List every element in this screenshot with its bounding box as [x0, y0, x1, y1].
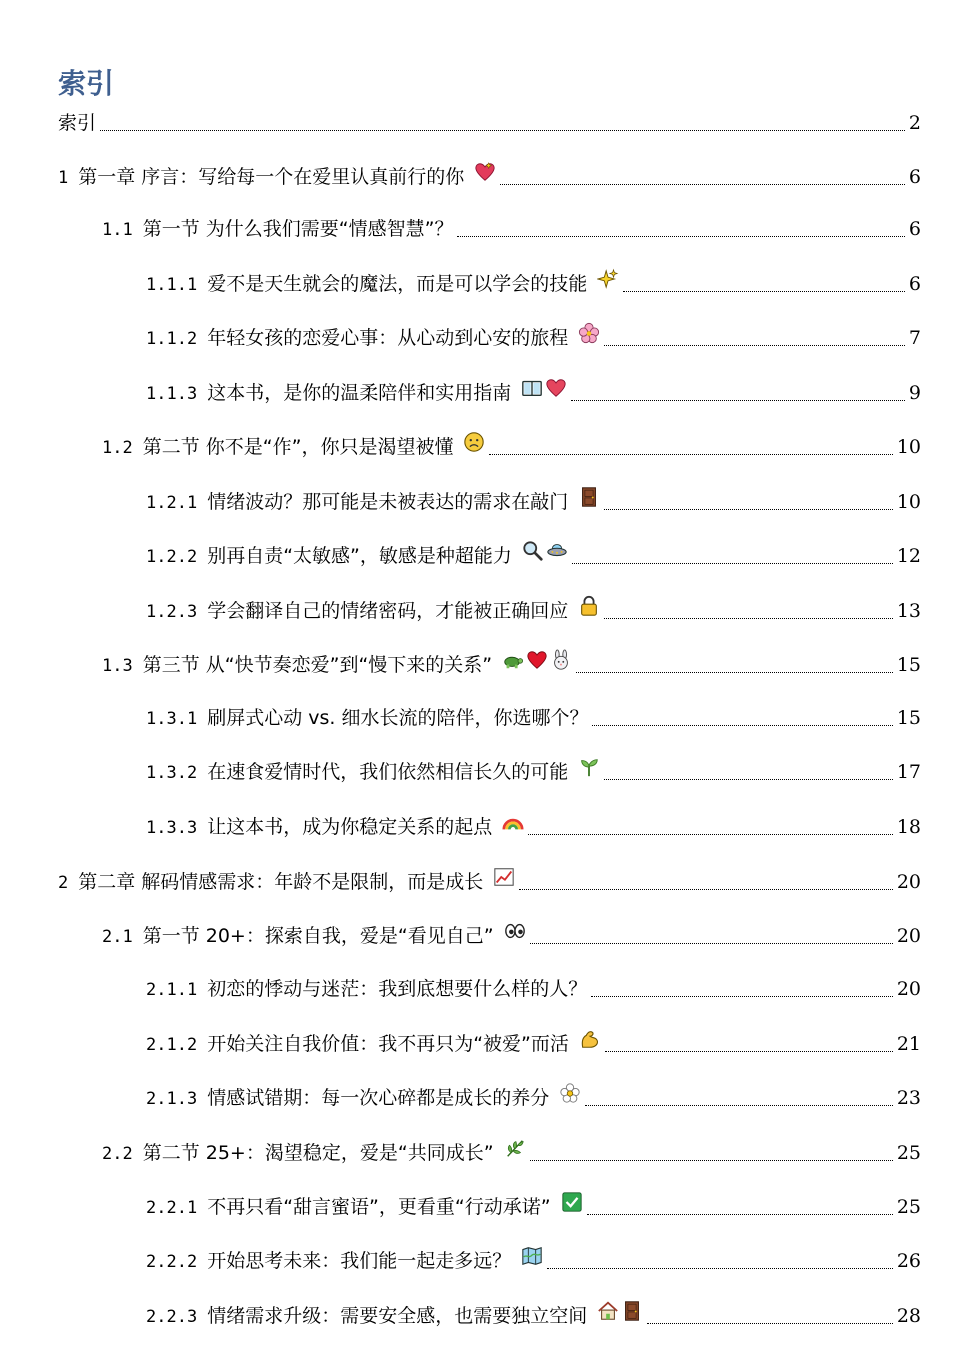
dot-leader — [100, 130, 905, 131]
page-number: 20 — [896, 871, 921, 893]
toc-entry-number: 2.2.3 — [146, 1307, 198, 1327]
emoji-group — [504, 920, 526, 942]
toc-entry-title: 开始思考未来：我们能一起走多远？ — [207, 1250, 512, 1272]
dot-leader — [604, 509, 893, 510]
toc-entry[interactable] — [146, 1246, 921, 1276]
magnifier-icon — [522, 540, 544, 562]
rabbit-icon — [550, 649, 572, 671]
dot-leader — [591, 996, 893, 997]
emoji-group — [493, 866, 515, 888]
dot-leader — [604, 345, 905, 346]
heart-icon — [545, 377, 567, 399]
dot-leader — [605, 1051, 893, 1052]
toc-entry-number: 1.3.3 — [146, 818, 198, 838]
sparkling-heart-icon — [474, 161, 496, 183]
toc-entry-title: 第一节 为什么我们需要“情感智慧”？ — [142, 217, 454, 240]
toc-entry-title: 让这本书，成为你稳定关系的起点 — [207, 816, 493, 838]
toc-entry-title: 索引 — [58, 112, 97, 134]
toc-entry-number: 2.1 — [102, 927, 133, 947]
page-number: 10 — [896, 436, 921, 458]
toc-entry[interactable] — [102, 650, 921, 680]
toc-entry-title: 这本书，是你的温柔陪伴和实用指南 — [207, 382, 512, 404]
page-number: 28 — [896, 1305, 921, 1327]
emoji-group — [578, 595, 600, 617]
toc-entry-number: 1.1.2 — [146, 329, 198, 349]
toc-entry-title: 别再自责“太敏感”，敏感是种超能力 — [207, 545, 512, 567]
page-number: 26 — [896, 1250, 921, 1272]
check-mark-icon — [561, 1191, 583, 1213]
eyes-icon — [504, 920, 526, 942]
toc-entry[interactable] — [146, 596, 921, 626]
sad-face-icon — [463, 431, 485, 453]
emoji-group — [578, 756, 600, 778]
toc-entry-number: 1.2.1 — [146, 493, 198, 513]
page-number: 23 — [896, 1087, 921, 1109]
toc-entry-title: 学会翻译自己的情绪密码，才能被正确回应 — [207, 600, 569, 622]
page-number: 15 — [896, 707, 921, 729]
toc-entry-label — [146, 1082, 581, 1114]
rainbow-icon — [502, 811, 524, 833]
toc-entry[interactable] — [146, 1083, 921, 1113]
dot-leader — [571, 400, 905, 401]
dot-leader — [587, 1214, 893, 1215]
toc-entry-number: 1.1 — [102, 219, 133, 240]
toc-entry-number: 1.3.2 — [146, 763, 198, 783]
toc-entry-title: 情绪需求升级：需要安全感，也需要独立空间 — [207, 1305, 588, 1327]
dot-leader — [530, 1160, 893, 1161]
toc-entry-number: 2.1.2 — [146, 1035, 198, 1055]
page-number: 13 — [896, 600, 921, 622]
toc-entry-number: 2.2 — [102, 1144, 133, 1164]
toc-entry-label — [102, 431, 485, 463]
toc-entry-title: 在速食爱情时代，我们依然相信长久的可能 — [207, 761, 569, 783]
toc-entry-title: 第二节 25+：渴望稳定，爱是“共同成长” — [142, 1142, 494, 1164]
toc-entry-label — [146, 268, 619, 300]
house-icon — [597, 1300, 619, 1322]
toc-entry[interactable] — [146, 1301, 921, 1331]
toc-entry-title: 情感试错期：每一次心碎都是成长的养分 — [207, 1087, 550, 1109]
toc-entry[interactable] — [146, 541, 921, 571]
toc-entry[interactable] — [146, 378, 921, 408]
toc-entry-number: 1.1.1 — [146, 275, 198, 295]
toc-entry[interactable] — [146, 487, 921, 517]
toc-entry[interactable] — [102, 1138, 921, 1168]
map-icon — [521, 1245, 543, 1267]
toc-entry-title: 第二章 解码情感需求：年龄不是限制，而是成长 — [78, 871, 484, 893]
toc-entry-label — [146, 1191, 583, 1223]
emoji-group — [578, 322, 600, 344]
toc-entry[interactable] — [146, 323, 921, 353]
door-icon — [621, 1300, 643, 1322]
toc-entry-label — [146, 974, 587, 1005]
toc-entry-number: 2.2.2 — [146, 1252, 198, 1272]
dot-leader — [489, 454, 892, 455]
red-heart-icon — [526, 649, 548, 671]
toc-entry-number: 1.2.2 — [146, 547, 198, 567]
page-number: 7 — [908, 327, 921, 349]
turtle-icon — [502, 649, 524, 671]
emoji-group — [502, 811, 524, 833]
toc-entry-label — [146, 540, 568, 572]
toc-entry[interactable] — [146, 757, 921, 787]
emoji-group — [474, 161, 496, 183]
emoji-group — [559, 1082, 581, 1104]
blossom-icon — [559, 1082, 581, 1104]
dot-leader — [623, 291, 905, 292]
emoji-group — [463, 431, 485, 453]
dot-leader — [500, 184, 905, 185]
toc-entry[interactable] — [102, 432, 921, 462]
toc-entry-title: 第一章 序言：写给每一个在爱里认真前行的你 — [78, 166, 465, 188]
emoji-group — [578, 486, 600, 508]
page-number: 20 — [896, 925, 921, 947]
page-number: 6 — [908, 218, 921, 240]
dot-leader — [528, 834, 893, 835]
toc-entry-label — [146, 756, 600, 788]
toc-entry[interactable] — [146, 1192, 921, 1222]
toc-entry-label — [146, 1245, 543, 1277]
page-number: 20 — [896, 978, 921, 1000]
toc-entry-label — [58, 108, 96, 138]
lock-icon — [578, 595, 600, 617]
toc-entry[interactable] — [102, 214, 921, 244]
emoji-group — [522, 540, 568, 562]
toc-entry-label — [102, 649, 572, 681]
toc-entry[interactable] — [58, 108, 921, 138]
toc-entry-number: 1 — [58, 168, 69, 188]
toc-entry-label — [146, 377, 567, 409]
toc-entry-label — [102, 920, 526, 952]
toc-entry-number: 1.2 — [102, 438, 133, 458]
emoji-group — [521, 1245, 543, 1267]
page-title: 索引 — [58, 67, 115, 100]
dot-leader — [604, 779, 893, 780]
toc-entry-label — [146, 703, 588, 734]
toc-entry-title: 初恋的悸动与迷茫：我到底想要什么样的人？ — [207, 977, 588, 1000]
flexed-biceps-icon — [579, 1028, 601, 1050]
toc-entry-number: 2.1.3 — [146, 1089, 198, 1109]
emoji-group — [502, 649, 572, 671]
emoji-group — [504, 1137, 526, 1159]
seedling-icon — [578, 756, 600, 778]
emoji-group — [521, 377, 567, 399]
open-book-icon — [521, 377, 543, 399]
page-number: 25 — [896, 1196, 921, 1218]
toc-entry[interactable] — [146, 812, 921, 842]
toc-entry[interactable] — [58, 162, 921, 192]
toc-entry-label — [102, 1137, 526, 1169]
page-number: 18 — [896, 816, 921, 838]
toc-entry-title: 年轻女孩的恋爱心事：从心动到心安的旅程 — [207, 327, 569, 349]
toc-entry-title: 刷屏式心动 vs. 细水长流的陪伴，你选哪个？ — [207, 706, 589, 729]
door-icon — [578, 486, 600, 508]
sparkles-icon — [597, 268, 619, 290]
toc-entry-label — [146, 595, 600, 627]
dot-leader — [576, 672, 893, 673]
dot-leader — [572, 563, 893, 564]
toc-entry-label — [146, 811, 524, 843]
toc-entry[interactable] — [58, 867, 921, 897]
emoji-group — [597, 1300, 643, 1322]
dot-leader — [530, 943, 893, 944]
toc-entry[interactable] — [146, 269, 921, 299]
toc-entry[interactable] — [146, 703, 921, 733]
dot-leader — [457, 236, 904, 237]
page-number: 6 — [908, 166, 921, 188]
toc-entry-number: 2 — [58, 873, 69, 893]
page-number: 15 — [896, 654, 921, 676]
toc-entry-number: 1.1.3 — [146, 384, 198, 404]
toc-entry-number: 2.2.1 — [146, 1198, 198, 1218]
toc-entry-title: 情绪波动？那可能是未被表达的需求在敲门 — [207, 491, 569, 513]
toc-entry-label — [146, 322, 600, 354]
toc-entry-number: 2.1.1 — [146, 979, 198, 1000]
flying-saucer-icon — [546, 540, 568, 562]
toc-entry-label — [146, 1028, 601, 1060]
toc-entry-label — [58, 161, 496, 193]
toc-entry-label — [146, 486, 600, 518]
page-number: 10 — [896, 491, 921, 513]
toc-entry-title: 第三节 从“快节奏恋爱”到“慢下来的关系” — [142, 654, 493, 676]
page-number: 25 — [896, 1142, 921, 1164]
page-number: 21 — [896, 1033, 921, 1055]
toc-entry-label — [146, 1300, 643, 1332]
toc-entry[interactable] — [146, 974, 921, 1004]
dot-leader — [647, 1323, 893, 1324]
dot-leader — [592, 725, 892, 726]
dot-leader — [604, 618, 893, 619]
toc-entry-number: 1.3 — [102, 656, 133, 676]
dot-leader — [585, 1105, 893, 1106]
emoji-group — [561, 1191, 583, 1213]
page-number: 12 — [896, 545, 921, 567]
toc-entry-label — [102, 214, 453, 245]
page-number: 6 — [908, 273, 921, 295]
emoji-group — [579, 1028, 601, 1050]
toc-entry[interactable] — [102, 921, 921, 951]
toc-entry-title: 第一节 20+：探索自我，爱是“看见自己” — [142, 925, 494, 947]
toc-entry-title: 爱不是天生就会的魔法，而是可以学会的技能 — [207, 273, 588, 295]
page-number: 17 — [896, 761, 921, 783]
page-number: 2 — [908, 112, 921, 134]
page-number: 9 — [908, 382, 921, 404]
toc-entry-number: 1.2.3 — [146, 602, 198, 622]
chart-increasing-icon — [493, 866, 515, 888]
toc-entry-title: 第二节 你不是“作”，你只是渴望被懂 — [142, 436, 454, 458]
toc-entry-label — [58, 866, 515, 898]
cherry-blossom-icon — [578, 322, 600, 344]
herb-icon — [504, 1137, 526, 1159]
dot-leader — [519, 889, 893, 890]
dot-leader — [547, 1268, 893, 1269]
emoji-group — [597, 268, 619, 290]
toc-entry-title: 不再只看“甜言蜜语”，更看重“行动承诺” — [207, 1196, 551, 1218]
toc-entry-number: 1.3.1 — [146, 708, 198, 729]
toc-entry-title: 开始关注自我价值：我不再只为“被爱”而活 — [207, 1033, 569, 1055]
toc-entry[interactable] — [146, 1029, 921, 1059]
